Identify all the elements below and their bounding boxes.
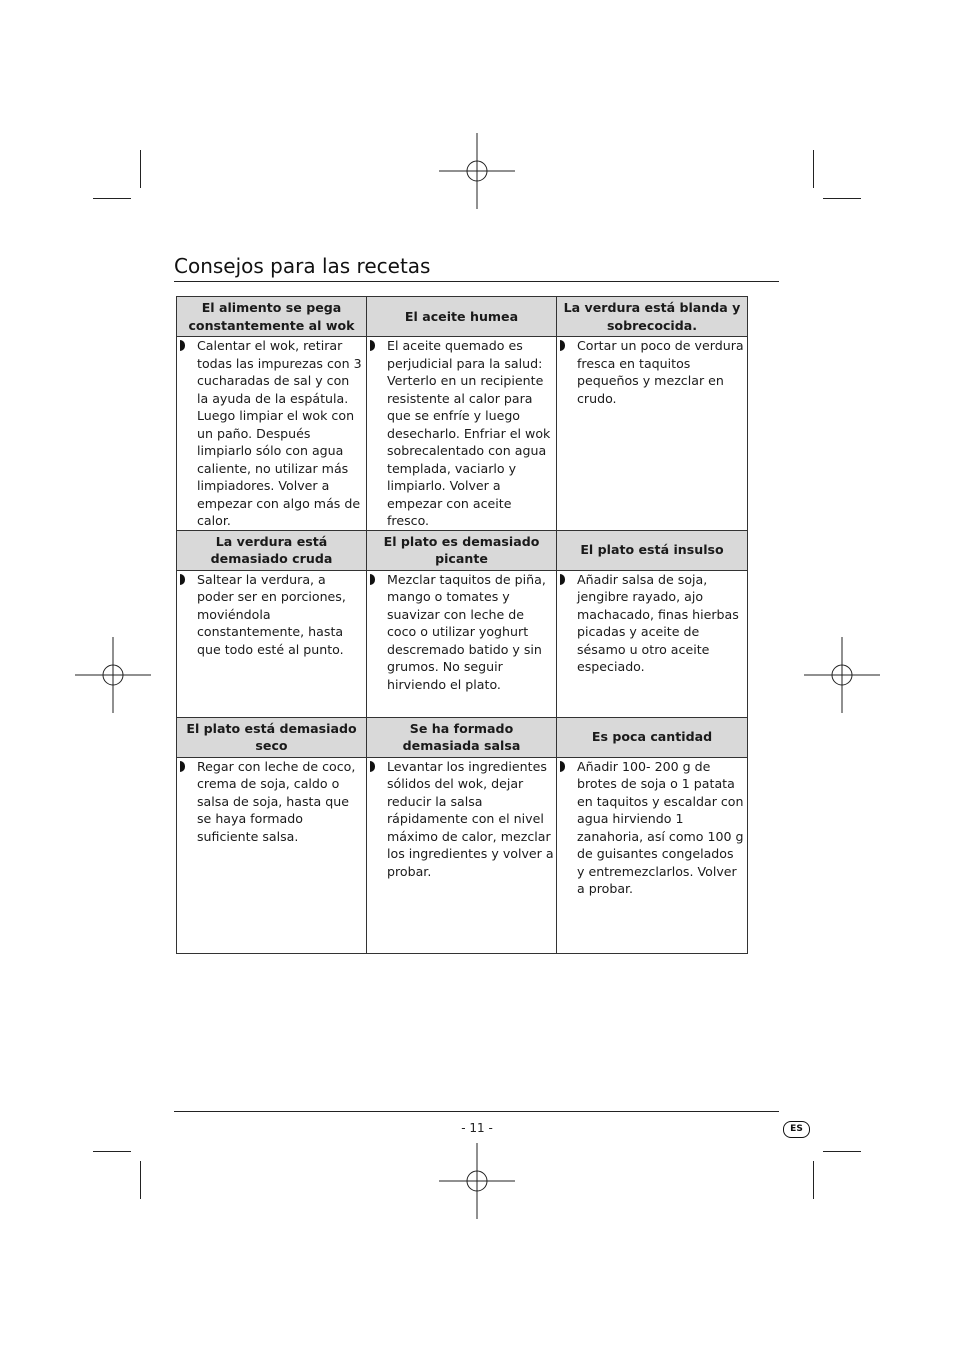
problem-header: Es poca cantidad [557, 717, 748, 757]
solution-cell [177, 757, 367, 953]
solution-text: Añadir salsa de soja, jengibre rayado, ajo machacado, finas hierbas picadas y aceite de sésamo u otro aceite especiado. [577, 571, 739, 674]
table-row [177, 757, 748, 953]
bullet-icon [560, 761, 565, 772]
crop-mark [140, 1161, 141, 1199]
solution-cell [367, 757, 557, 953]
bullet-icon [370, 761, 375, 772]
solution-cell [177, 337, 367, 531]
table-header-row [177, 717, 748, 757]
bullet-icon [560, 574, 565, 585]
page-number: - 11 - [461, 1121, 493, 1135]
table-row [177, 570, 748, 717]
registration-mark-icon [804, 637, 880, 713]
crop-mark [93, 1151, 131, 1152]
bullet-icon [560, 340, 565, 351]
solution-text: Levantar los ingredientes sólidos del wok, dejar reducir la salsa rápidamente con el nivel máximo de calor, mezclar los ingredientes y volver a probar. [387, 758, 554, 879]
recipe-tips-table [176, 296, 748, 954]
solution-text: Calentar el wok, retirar todas las impurezas con 3 cucharadas de sal y con la ayuda de la espátula. Luego limpiar el wok con un paño. Después limpiarlo sólo con agua caliente, no utilizar más limpiadores. Volver a empezar con algo más de calor. [197, 338, 362, 528]
crop-mark [140, 150, 141, 188]
problem-header: El plato es demasiado picante [367, 530, 557, 570]
title-divider [174, 281, 779, 282]
problem-header: El plato está insulso [557, 530, 748, 570]
solution-cell [367, 570, 557, 717]
table-header-row [177, 297, 748, 337]
footer-divider [174, 1111, 779, 1112]
solution-text: Saltear la verdura, a poder ser en porciones, moviéndola constantemente, hasta que todo esté al punto. [197, 571, 346, 657]
bullet-icon [370, 340, 375, 351]
registration-mark-icon [439, 133, 515, 209]
solution-text: El aceite quemado es perjudicial para la salud: Verterlo en un recipiente resistente al calor para que se enfríe y luego desecharlo. Enfriar el wok sobrecalentado con agua templada, vaciarlo y limpiarlo. Volver a empezar con aceite fresco. [387, 338, 551, 528]
solution-cell [557, 570, 748, 717]
solution-cell [367, 337, 557, 531]
crop-mark [93, 198, 131, 199]
problem-header: El aceite humea [367, 297, 557, 337]
crop-mark [823, 1151, 861, 1152]
problem-header: Se ha formado demasiada salsa [367, 717, 557, 757]
problem-header: El plato está demasiado seco [177, 717, 367, 757]
problem-header: El alimento se pega constantemente al wok [177, 297, 367, 337]
crop-mark [823, 198, 861, 199]
problem-header: La verdura está blanda y sobrecocida. [557, 297, 748, 337]
solution-text: Regar con leche de coco, crema de soja, caldo o salsa de soja, hasta que se haya formado suficiente salsa. [197, 758, 356, 844]
crop-mark [813, 150, 814, 188]
bullet-icon [180, 761, 185, 772]
solution-text: Cortar un poco de verdura fresca en taquitos pequeños y mezclar en crudo. [577, 338, 744, 406]
registration-mark-icon [439, 1143, 515, 1219]
bullet-icon [180, 340, 185, 351]
bullet-icon [180, 574, 185, 585]
solution-text: Mezclar taquitos de piña, mango o tomates y suavizar con leche de coco o utilizar yoghurt descremado batido y sin grumos. No seguir hirviendo el plato. [387, 571, 546, 692]
language-badge: ES [783, 1121, 810, 1138]
bullet-icon [370, 574, 375, 585]
solution-text: Añadir 100- 200 g de brotes de soja o 1 patata en taquitos y escaldar con agua hirviendo 1 zanahoria, así como 100 g de guisantes congelados y entremezclarlos. Volver a probar. [577, 758, 744, 896]
crop-mark [813, 1161, 814, 1199]
solution-cell [557, 757, 748, 953]
solution-cell [177, 570, 367, 717]
solution-cell [557, 337, 748, 531]
table-row [177, 337, 748, 531]
table-header-row [177, 530, 748, 570]
page-title: Consejos para las recetas [174, 254, 431, 278]
registration-mark-icon [75, 637, 151, 713]
problem-header: La verdura está demasiado cruda [177, 530, 367, 570]
